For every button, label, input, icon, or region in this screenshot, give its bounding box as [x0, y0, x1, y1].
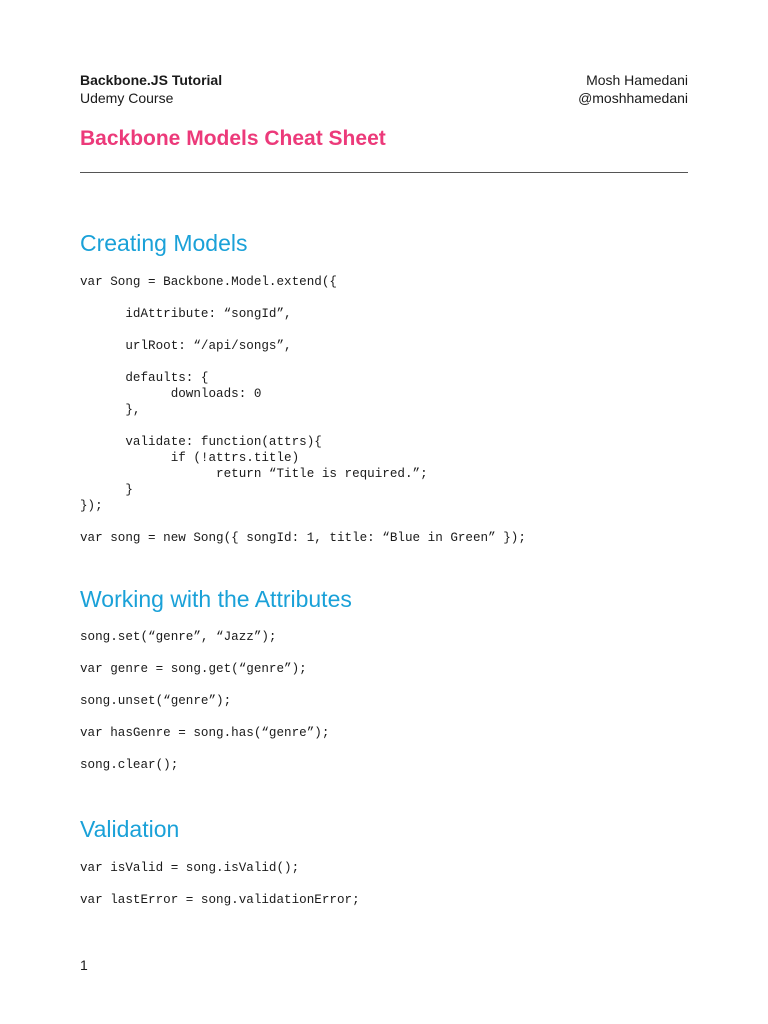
section-heading-creating-models: Creating Models [80, 230, 248, 256]
course-info [80, 71, 222, 107]
section-heading-attributes: Working with the Attributes [80, 586, 352, 612]
header-divider [80, 172, 688, 173]
document-title: Backbone Models Cheat Sheet [80, 127, 386, 150]
course-subtitle: Udemy Course [80, 90, 174, 106]
code-block-creating-models: var Song = Backbone.Model.extend({ idAttribute: “songId”, urlRoot: “/api/songs”, defaults: { downloads: 0 }, validate: function(attrs){ if (!attrs.title) return “Title is required.”; } }); var song = new Song({ songId: 1, title: “Blue in Green” }); [80, 275, 526, 545]
author-handle: @moshhamedani [578, 90, 688, 106]
document-page [80, 0, 688, 1024]
course-title: Backbone.JS Tutorial [80, 72, 223, 88]
author-info [578, 71, 688, 107]
code-block-validation: var isValid = song.isValid(); var lastError = song.validationError; [80, 861, 360, 907]
section-heading-validation: Validation [80, 816, 180, 842]
author-name: Mosh Hamedani [586, 72, 688, 88]
code-block-attributes: song.set(“genre”, “Jazz”); var genre = song.get(“genre”); song.unset(“genre”); var hasGenre = song.has(“genre”); song.clear(); [80, 630, 330, 772]
page-number: 1 [80, 957, 88, 973]
